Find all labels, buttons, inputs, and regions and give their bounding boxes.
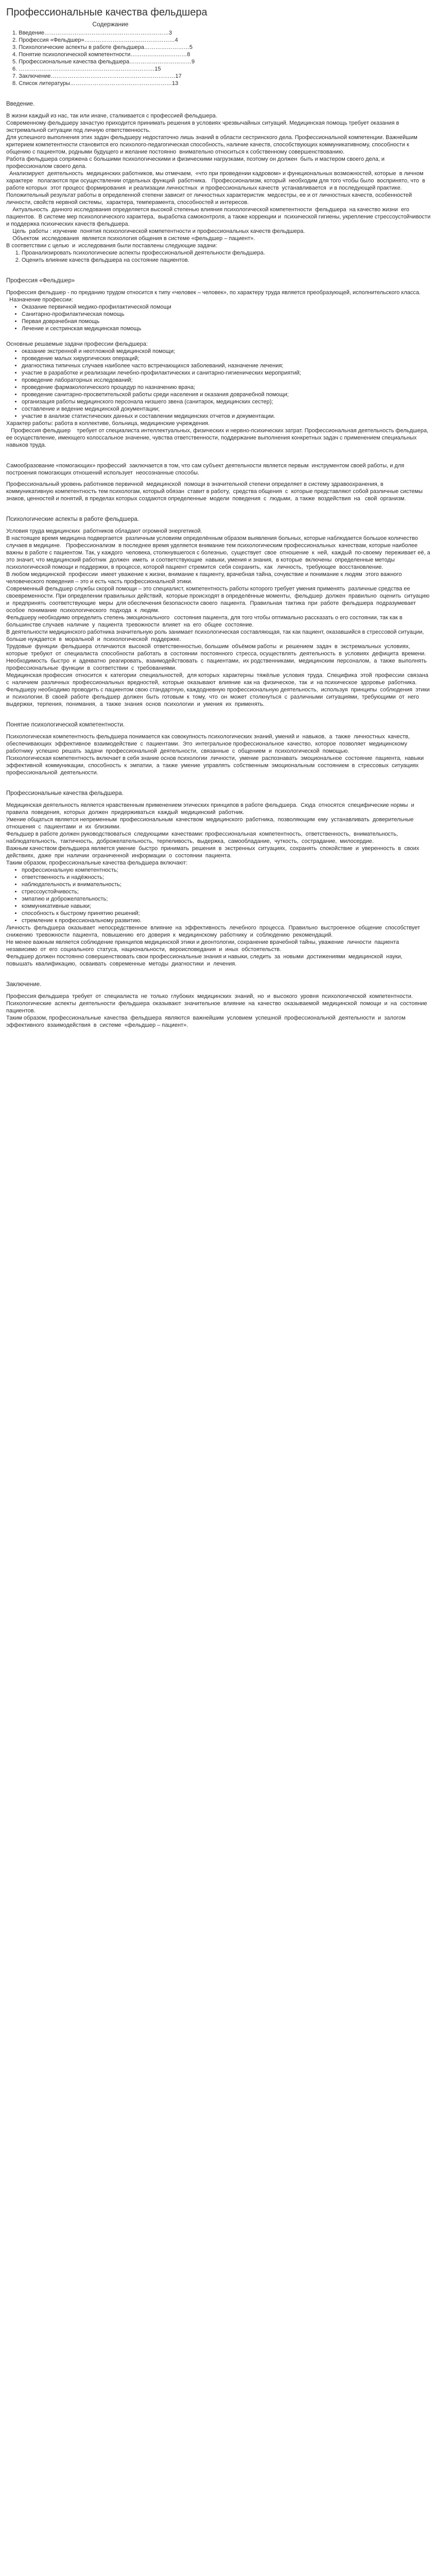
paragraph: Условия труда медицинских работников обладают огромной энергетикой. xyxy=(6,528,202,534)
section-heading: Введение. xyxy=(6,101,35,107)
list-item: • организация работы медицинского персонала низшего звена (санитарок, медицинских сестер); xyxy=(22,398,431,405)
list-item: • стрессоустойчивость; xyxy=(22,888,431,895)
paragraph: Работа фельдшера сопряжена с большими психологическими и физическими нагрузками, поэтому он должен быть и мастером своего дела, и профессионалом своего дела. xyxy=(6,156,387,170)
paragraph: Объектом исследования является психология общения в системе «фельдшер – пациент». xyxy=(6,235,255,242)
list-item: • наблюдательность и внимательность; xyxy=(22,881,431,888)
paragraph: Положительный результат работы в определенной степени зависит от личностных характеристик медсестры, ее и от личностных качеств, особенностей личности, свойств нервной системы, характера, темперамента, способностей и интересов. xyxy=(6,192,414,206)
numbered-list xyxy=(6,249,431,264)
list-item: • участие в анализе статистических данных и составлении медицинских отчетов и документации. xyxy=(22,413,431,420)
paragraph: Цель работы : изучение понятия психологической компетентности и профессиональных качеств фельдшера. xyxy=(6,228,305,234)
paragraph: Психологическая компетентность включает в себя знание основ психологии личности, умение распознавать эмоциональное состояние пациента, навыки эффективной коммуникации, способность к эмпатии, а также умение управлять собственным эмоциональным состоянием в стрессовых ситуациях профессиональной деятельности. xyxy=(6,755,427,776)
section-heading: Заключение. xyxy=(6,981,42,988)
list-item: • участие в разработке и реализации лечебно-профилактических и санитарно-гигиенических мероприятий; xyxy=(22,369,431,377)
list-item: • проведение санитарно-просветительской работы среди населения и оказания доврачебной помощи; xyxy=(22,391,431,398)
paragraph: Основные решаемые задачи профессии фельдшера: xyxy=(6,341,148,347)
paragraph: Фельдшер должен постоянно совершенствовать свои профессиональные знания и навыки, следить за новыми достижениями медицинской науки, повышать квалификацию, осваивать современные методы диагностики и лечения. xyxy=(6,954,406,967)
list-item: • коммуникативные навыки; xyxy=(22,903,431,910)
spacer xyxy=(6,332,431,341)
list-item: • оказание экстренной и неотложной медицинской помощи; xyxy=(22,348,431,355)
paragraph: Характер работы: работа в коллективе, больница, медицинские учреждения. xyxy=(6,420,210,427)
paragraph: Фельдшеру необходимо определить степень эмоционального состояния пациента, для того чтобы оптимально рассказать о его состоянии, так как в большинстве случаев наличие у пациента тревожности влияет на его общее состояние. xyxy=(6,615,404,628)
spacer xyxy=(6,108,431,112)
toc-item: 5. Профессиональные качества фельдшера……………………………9 xyxy=(12,59,195,65)
paragraph: В настоящее время медицина подвергается различным условиям определённым образом выявления больных, которые наблюдается большое количество случаев в медицине. Профессионализм в последнее время уделяется внимание тем психологическим профессиональных качествам, которые наиболее важны в работе с пациентом. Так, у каждого человека, столкнувшегося с болезнью, существует свое отношение к ней, каждый по-своему переживает её, а это значит, что медицинский работник должен иметь и соответствующие навыки, умения и знания, в которые включены определенные методы психологической помощи и поддержки, в процессе, которой пациент стремится себя сохранить, как личность, требующее восстановление. xyxy=(6,535,432,570)
toc-heading: Содержание xyxy=(92,21,129,28)
list-item: • диагностика типичных случаев наиболее часто встречающихся заболеваний, назначение лечения; xyxy=(22,362,431,369)
paragraph: В любом медицинской профессии имеет уважение к жизни, внимание к пациенту, врачебная тайна, сочувствие и понимание к людям этого важного человеческого поведения – это и есть часть профессиональной этики. xyxy=(6,571,405,585)
list-item: 2. Оценить влияние качеств фельдшера на состояние пациентов. xyxy=(22,257,431,264)
paragraph: Психологическая компетентность фельдшера понимается как совокупность психологических знаний, умений и навыков, а также личностных качеств, обеспечивающих эффективное взаимодействие с пациентами. Это интегральное профессиональное качество, которое позволяет медицинскому работнику успешно решать задачи профессиональной деятельности, связанные с общением и психологической помощью. xyxy=(6,734,413,754)
list-item: • эмпатию и доброжелательность; xyxy=(22,895,431,903)
paragraph: Фельдшеру необходимо проводить с пациентом свою стандартную, каждодневную профессиональную деятельность, используя принципы соблюдения этики и психологии. В своей работе фельдшер должен быть готовым к тому, что он может столкнуться с различными ситуациями, требующими от него выдержки, терпения, понимания, а также знания основ психологии и умения их применять. xyxy=(6,687,433,707)
paragraph: В деятельности медицинского работника значительную роль занимает психологическая составляющая, так как пациент, оказавшийся в стрессовой ситуации, больше нуждается в моральной и психологической поддержке. xyxy=(6,629,427,642)
paragraph: Профессиональный уровень работников первичной медицинской помощи в значительной степени определяет в систему здравоохранения, в коммуникативную компетентность тем психологам, который обязан ставит в работу, средства общения с которые представляют собой различные системы знаков, ценностей и понятий, в пределах которых создаются определенные модели поведения с людьми, а также воздействия на свой организм. xyxy=(6,481,425,502)
spacer xyxy=(6,523,431,528)
toc-item: 4. Понятие психологической компетентности…………………………8 xyxy=(12,52,190,58)
list-item: • Первая доврачебная помощь xyxy=(22,318,431,325)
spacer xyxy=(6,264,431,277)
spacer xyxy=(6,776,431,790)
list-item: • составление и ведение медицинской документации; xyxy=(22,405,431,413)
section-heading: Психологические аспекты в работе фельдшера. xyxy=(6,516,139,522)
list-item: • Оказание первичной медико-профилактической помощи xyxy=(22,303,431,311)
toc-item: 8. Список литературы………………………………………………13 xyxy=(12,80,179,87)
list-item: • проведение малых хирургических операций; xyxy=(22,355,431,362)
list-item: • профессиональную компетентность; xyxy=(22,867,431,874)
spacer xyxy=(6,729,431,733)
toc-item: 2. Профессия «Фельдшер»…………………………………………4 xyxy=(12,37,178,43)
paragraph: Не менее важным является соблюдение принципов медицинской этики и деонтологии, сохранение врачебной тайны, уважение личности пациента независимо от его социального статуса, национальности, вероисповедания и иных обстоятельств. xyxy=(6,939,403,953)
paragraph: Фельдшер в работе должен руководствоваться следующими качествами: профессиональная компетентность, ответственность, внимательность, наблюдательность, тактичность, доброжелательность, терпеливость, выдержка, самообладание, чуткость, сострадание, милосердие. xyxy=(6,831,402,844)
list-item: • проведение фармакологического процедур по назначению врача; xyxy=(22,384,431,391)
table-of-contents xyxy=(6,29,431,87)
paragraph: В жизни каждый из нас, так или иначе, сталкивается с профессией фельдшера. xyxy=(6,113,217,119)
toc-item: 6. ………………………………………………………………15 xyxy=(12,66,161,72)
toc-item: 1. Введение…………………………………………………………3 xyxy=(12,30,172,36)
paragraph: Актуальность данного исследования определяется высокой степенью влияния психологической компетентности фельдшера на качество жизни его пациентов. В системе мер психологического характера, выработка самоконтроля, а также коррекции и психической гигиены, укрепление стрессоустойчивости и поддержка психических качеств фельдшера. xyxy=(6,207,434,227)
list-item: • Лечение и сестринская медицинская помощь xyxy=(22,325,431,332)
spacer xyxy=(6,285,431,289)
paragraph: Современному фельдшеру зачастую приходится принимать решения в условиях чрезвычайных ситуаций. Медицинская помощь требует оказания в экстремальной ситуации под личную ответственность. xyxy=(6,120,401,133)
paragraph: Трудовые функции фельдшера отличаются высокой ответственностью, большим объёмом работы и решением задач в экстремальных условиях, которые требуют от специалиста способности работать в состоянии постоянного стресса, осуществлять деятельность в условиях дефицита времени. Необходимость быстро и адекватно реагировать, взаимодействовать с пациентами, их родственниками, медицинским персоналом, а также выполнять профессиональные функции в соответствии с требованиями. xyxy=(6,643,430,671)
spacer xyxy=(6,798,431,802)
paragraph: Современный фельдшер службы скорой помощи – это специалист, компетентность работы которого требует умения применять различные средства ее своевременности. При определении правильных действий, которые происходят в определённые моменты, фельдшер должен правильно оценить ситуацию и предпринять соответствующие меры для обеспечения безопасности своего пациента. Правильная тактика при работе фельдшера подразумевает особое понимание психологического подхода к людям. xyxy=(6,586,433,614)
spacer xyxy=(6,502,431,516)
paragraph: Медицинская деятельность является нравственным применением этических принципов в работе фельдшера. Сюда относятся специфические нормы и правила поведения, которых должен придерживаться каждый медицинский работник. xyxy=(6,802,417,816)
paragraph: Таким образом, профессиональные качества фельдшера включают: xyxy=(6,860,188,866)
toc-item: 3. Психологические аспекты в работе фельдшера……………………5 xyxy=(12,44,193,50)
section-heading: Профессия «Фельдшер» xyxy=(6,278,75,284)
paragraph: В соответствии с целью и исследования были поставлены следующие задачи: xyxy=(6,243,217,249)
paragraph: Анализируют деятельность медицинских работников, мы отмечаем, «что при проведении кадровом» и функциональных возможностей, которые в личном характере полагаются при осуществлении отдельных функций работника. Профессионализм, который необходим для того чтобы было воспринято, что в работе которых этот процесс формирования и реализации личностных и профессиональных качеств устанавливается и в последующей практике. xyxy=(6,171,427,191)
spacer xyxy=(6,87,431,100)
paragraph: Медицинская профессия относится к категории специальностей, для которых характерны тяжёлые условия труда. Специфика этой профессии связана с наличием различных профессиональных вредностей, которые оказывают влияние как на физическое, так и на психическое здоровье работника. xyxy=(6,672,432,686)
paragraph: Личность фельдшера оказывает непосредственное влияние на эффективность лечебного процесса. Правильно выстроенное общение способствует снижению тревожности пациента, повышению его доверия к медицинскому работнику и соблюдению рекомендаций. xyxy=(6,925,424,938)
paragraph: Профессия фельдшера требует от специалиста не только глубоких медицинских знаний, но и высокого уровня психологической компетентности. Психологические аспекты деятельности фельдшера оказывают значительное влияние на качество оказываемой медицинской помощи и на состояние пациентов. xyxy=(6,993,430,1014)
bullet-list xyxy=(6,303,431,332)
paragraph: Важным качеством фельдшера является умение быстро принимать решения в экстренных ситуациях, сохранять спокойствие и уверенность в своих действиях, даже при наличии ограниченной информации о состоянии пациента. xyxy=(6,845,423,859)
list-item: • проведение лабораторных исследований; xyxy=(22,377,431,384)
bullet-list xyxy=(6,348,431,420)
spacer xyxy=(6,968,431,981)
toc-item: 7. Заключение…………………………………………………………17 xyxy=(12,73,182,79)
paragraph: Назначение профессии: xyxy=(6,297,74,303)
paragraph: Профессия фельдшер - по преданию трудом относится к типу «человек – человек», по характеру труда является преобразующей, исполнительского класса. xyxy=(6,290,421,296)
list-item: • ответственность и надёжность; xyxy=(22,874,431,881)
section-heading: Понятие психологической компетентности. xyxy=(6,722,125,728)
list-item: 1. Проанализировать психологические аспекты профессиональной деятельности фельдшера. xyxy=(22,249,431,257)
spacer xyxy=(6,708,431,721)
list-item: • способность к быстрому принятию решений; xyxy=(22,910,431,917)
document-body xyxy=(6,100,434,1042)
section-heading: Самообразование «помогающих» профессий заключается в том, что сам субъект деятельности является первым инструментом своей работы, и для построения помогающих отношений использует неосознанные способы. xyxy=(6,463,406,476)
section-heading: Профессиональные качества фельдшера. xyxy=(6,790,124,796)
paragraph: Профессия фельдшер требует от специалиста интеллектуальных, физических и нервно-психических затрат. Профессиональная деятельность фельдшера, ее осуществление, имеющего колоссальное значение, чувства ответственности, поддержание выполнения конкретных задач с применением специальных навыков труда. xyxy=(6,428,430,448)
spacer xyxy=(6,477,431,481)
document-title: Профессиональные качества фельдшера xyxy=(6,7,207,18)
paragraph: Умение общаться является непременным профессиональным качеством медицинского работника, позволяющим ему устанавливать доверительные отношения с пациентами и их близкими. xyxy=(6,817,417,830)
list-item: • стремление к профессиональному развитию. xyxy=(22,917,431,924)
spacer xyxy=(6,1029,431,1042)
spacer xyxy=(6,989,431,993)
spacer xyxy=(6,449,431,462)
bullet-list xyxy=(6,867,431,924)
paragraph: Таким образом, профессиональные качества фельдшера являются важнейшим условием успешной профессиональной деятельности и залогом эффективного взаимодействия в системе «фельдшер – пациент». xyxy=(6,1015,409,1028)
paragraph: Для успешного выполнения этих задач фельдшеру недостаточно лишь знаний в области сестринского дела. Профессиональной компетенции. Важнейшим критерием компетентности становится его психолого-педагогическая способность, наличие качеств, способствующих коммуникативному, способности к общению с пациентом, родными будущего и желание постоянно внимательно относиться к собственному совершенствованию. xyxy=(6,134,419,155)
list-item: • Санитарно-профилактическая помощь xyxy=(22,311,431,318)
